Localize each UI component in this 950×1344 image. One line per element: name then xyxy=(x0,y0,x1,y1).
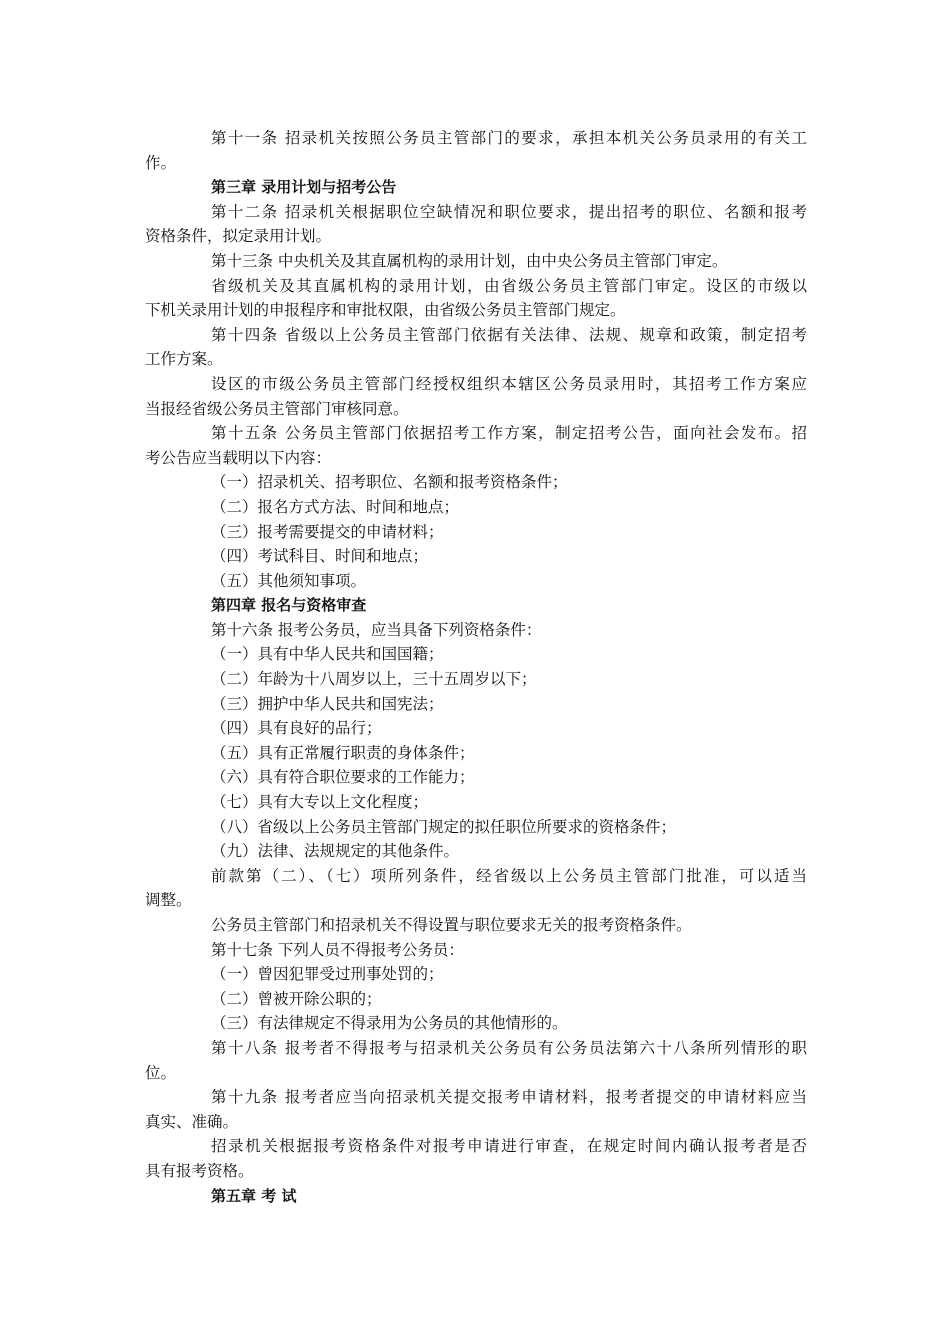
list-item: （二）曾被开除公职的； xyxy=(211,989,382,1008)
paragraph-first-line: 省级机关及其直属机构的录用计划，由省级公务员主管部门审定。设区的市级以 xyxy=(211,276,807,295)
paragraph-continuation-line: 调整。 xyxy=(145,891,192,910)
paragraph-first-line: 第十五条 公务员主管部门依据招考工作方案，制定招考公告，面向社会发布。招 xyxy=(211,424,807,443)
chapter-heading: 第五章 考 试 xyxy=(211,1186,297,1205)
paragraph-first-line: 公务员主管部门和招录机关不得设置与职位要求无关的报考资格条件。 xyxy=(211,916,692,934)
paragraph-first-line: 第十六条 报考公务员，应当具备下列资格条件： xyxy=(211,620,542,639)
chapter-heading: 第四章 报名与资格审查 xyxy=(211,596,367,615)
list-item: （三）报考需要提交的申请材料； xyxy=(211,522,444,541)
paragraph-first-line: 招录机关根据报考资格条件对报考申请进行审查，在规定时间内确认报考者是否 xyxy=(211,1137,807,1156)
paragraph-continuation-line: 作。 xyxy=(145,153,177,172)
paragraph-first-line: 第十七条 下列人员不得报考公务员： xyxy=(211,940,464,959)
chapter-heading: 第三章 录用计划与招考公告 xyxy=(211,178,397,197)
paragraph-continuation-line: 考公告应当载明以下内容： xyxy=(145,448,332,467)
list-item: （三）有法律规定不得录用为公务员的其他情形的。 xyxy=(211,1014,568,1033)
list-item: （一）具有中华人民共和国国籍； xyxy=(211,645,444,664)
paragraph-continuation-line: 下机关录用计划的申报程序和审批权限，由省级公务员主管部门规定。 xyxy=(145,301,626,320)
paragraph-first-line: 第十九条 报考者应当向招录机关提交报考申请材料，报考者提交的申请材料应当 xyxy=(211,1088,807,1107)
list-item: （八）省级以上公务员主管部门规定的拟任职位所要求的资格条件； xyxy=(211,817,677,836)
paragraph-continuation-line: 资格条件，拟定录用计划。 xyxy=(145,227,332,246)
list-item: （七）具有大专以上文化程度； xyxy=(211,793,429,812)
paragraph-first-line: 第十三条 中央机关及其直属机构的录用计划，由中央公务员主管部门审定。 xyxy=(211,251,728,270)
paragraph-first-line: 前款第（二）、（七）项所列条件，经省级以上公务员主管部门批准，可以适当 xyxy=(211,866,807,885)
paragraph-first-line: 第十八条 报考者不得报考与招录机关公务员有公务员法第六十八条所列情形的职 xyxy=(211,1038,807,1057)
paragraph-first-line: 第十一条 招录机关按照公务员主管部门的要求，承担本机关公务员录用的有关工 xyxy=(211,129,807,147)
paragraph-continuation-line: 当报经省级公务员主管部门审核同意。 xyxy=(145,399,409,418)
list-item: （六）具有符合职位要求的工作能力； xyxy=(211,768,475,787)
list-item: （一）曾因犯罪受过刑事处罚的； xyxy=(211,965,444,984)
list-item: （四）考试科目、时间和地点； xyxy=(211,547,429,566)
list-item: （一）招录机关、招考职位、名额和报考资格条件； xyxy=(211,473,568,492)
paragraph-first-line: 设区的市级公务员主管部门经授权组织本辖区公务员录用时，其招考工作方案应 xyxy=(211,374,807,393)
paragraph-continuation-line: 真实、准确。 xyxy=(145,1112,239,1131)
list-item: （四）具有良好的品行； xyxy=(211,719,382,738)
paragraph-continuation-line: 具有报考资格。 xyxy=(145,1161,254,1180)
document-page xyxy=(145,126,807,1208)
paragraph-first-line: 第十二条 招录机关根据职位空缺情况和职位要求，提出招考的职位、名额和报考 xyxy=(211,202,807,221)
list-item: （五）其他须知事项。 xyxy=(211,571,367,590)
list-item: （五）具有正常履行职责的身体条件； xyxy=(211,743,475,762)
paragraph-continuation-line: 工作方案。 xyxy=(145,350,223,369)
paragraph-first-line: 第十四条 省级以上公务员主管部门依据有关法律、法规、规章和政策，制定招考 xyxy=(211,325,807,344)
paragraph-continuation-line: 位。 xyxy=(145,1063,177,1082)
list-item: （二）报名方式方法、时间和地点； xyxy=(211,497,460,516)
list-item: （三）拥护中华人民共和国宪法； xyxy=(211,694,444,713)
list-item: （二）年龄为十八周岁以上，三十五周岁以下； xyxy=(211,670,537,689)
list-item: （九）法律、法规规定的其他条件。 xyxy=(211,842,460,861)
